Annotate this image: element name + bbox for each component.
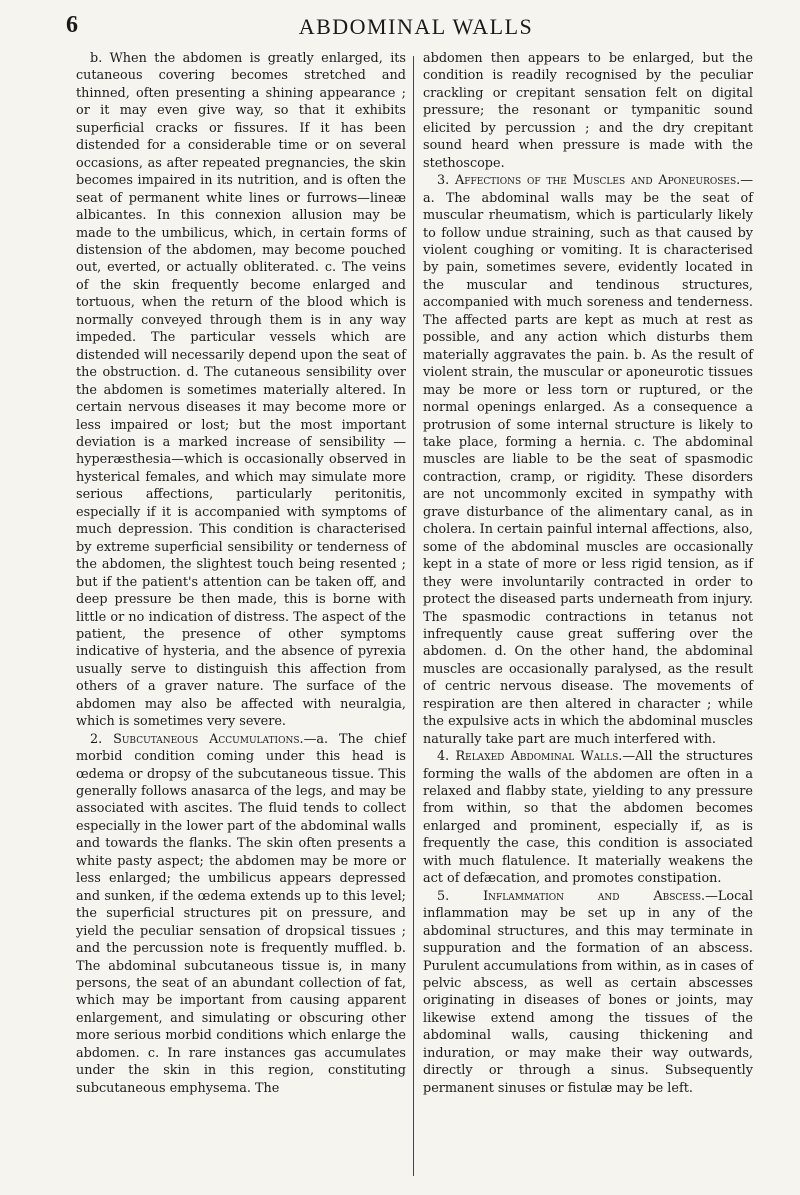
paragraph-skin-changes: b. When the abdomen is greatly enlarged, its cutaneous covering becomes stretched and thinned, often presenting a shining appearance ; or it may even give way, so that it exhibits superficial cracks or fissures. If it has been distended for a considerable time or on several occasions, as after repeated pregnancies, the skin becomes impaired in its nutrition, and is often the seat of permanent white lines or furrows—lineæ albicantes. In this connexion allusion may be made to the umbilicus, which, in certain forms of distension of the abdomen, may become pouched out, everted, or actually obliterated. c. The veins of the skin frequently become enlarged and tortuous, when the return of the blood which is normally conveyed through them is in any way impeded. The particular vessels which are distended will necessarily depend upon the seat of the obstruction. d. The cutaneous sensibility over the abdomen is sometimes materially altered. In certain nervous diseases it may become more or less impaired or lost; but the most important deviation is a marked increase of sensibility —hyperæsthesia—which is occasionally observed in hysterical females, and which may simulate more serious affections, particularly peritonitis, especially if it is accompanied with symptoms of much depression. This condition is characterised by extreme superficial sensibility or tenderness of the abdomen, the slightest touch being resented ; but if the patient's attention can be taken off, and deep pressure be then made, this is borne with little or no indication of distress. The aspect of the patient, the presence of other symptoms indicative of hysteria, and the absence of pyrexia usually serve to distinguish this affection from others of a graver nature. The surface of the abdomen may also be affected with neuralgia, which is sometimes very severe. [76, 51, 406, 730]
running-title: ABDOMINAL WALLS [298, 14, 534, 39]
section-heading: 4. Relaxed Abdominal Walls. [437, 749, 623, 765]
section-heading: 2. Subcutaneous Accumulations. [90, 731, 304, 747]
section-heading: 3. Affections of the Muscles and Aponeuroses. [437, 173, 741, 189]
right-column [423, 50, 753, 1097]
section-muscles [423, 172, 753, 748]
section-body: —Local inflammation may be set up in any of the abdominal structures, and this may terminate in suppuration and the formation of an abscess. Purulent accumulations from within, as in cases of pelvic abscess, as well as certain abscesses originating in diseases of bones or joints, may likewise extend among the tissues of the abdominal walls, causing thickening and induration, or may make their way outwards, directly or through a sinus. Subsequently permanent sinuses or fistulæ may be left. [423, 888, 753, 1096]
section-body: —All the structures forming the walls of the abdomen are often in a relaxed and flabby state, yielding to any pressure from within, so that the abdomen becomes enlarged and prominent, especially if, as is frequently the case, this condition is associated with much flatulence. It materially weakens the act of defæcation, and promotes constipation. [423, 749, 753, 887]
section-heading: 5. Inflammation and Abscess. [437, 888, 706, 904]
section-inflammation [423, 888, 753, 1097]
page-number: 6 [66, 12, 78, 38]
section-body: —a. The abdominal walls may be the seat of muscular rheumatism, which is particularly likely to follow undue straining, such as that caused by violent coughing or vomiting. It is characterised by pain, sometimes severe, evidently located in the muscular and tendinous structures, accompanied with much soreness and tenderness. The affected parts are kept as much at rest as possible, and any action which disturbs them materially aggravates the pain. b. As the result of violent strain, the muscular or aponeurotic tissues may be more or less torn or ruptured, or the normal openings enlarged. As a consequence a protrusion of some internal structure is likely to take place, forming a hernia. c. The abdominal muscles are liable to be the seat of spasmodic contraction, cramp, or rigidity. These disorders are not uncommonly excited in sympathy with grave disturbance of the alimentary canal, as in cholera. In certain painful internal affections, also, some of the abdominal muscles are occasionally kept in a state of more or less rigid tension, as if they were involuntarily contracted in order to protect the diseased parts underneath from injury. The spasmodic contractions in tetanus not infrequently cause great suffering over the abdomen. d. On the other hand, the abdominal muscles are occasionally paralysed, as the result of centric nervous disease. The movements of respiration are then altered in character ; while the expulsive acts in which the abdominal muscles naturally take part are much interfered with. [423, 173, 753, 747]
column-divider [413, 56, 414, 1176]
left-column [76, 50, 406, 1097]
paragraph-continued: abdomen then appears to be enlarged, but the condition is readily recognised by the peculiar crackling or crepitant sensation felt on digital pressure; the resonant or tympanitic sound elicited by percussion ; and the dry crepitant sound heard when pressure is made with the stethoscope. [423, 51, 753, 171]
section-body: —a. The chief morbid condition coming under this head is œdema or dropsy of the subcutaneous tissue. This generally follows anasarca of the legs, and may be associated with ascites. The fluid tends to collect especially in the lower part of the abdominal walls and towards the flanks. The skin often presents a white pasty aspect; the abdomen may be more or less enlarged; the umbilicus appears depressed and sunken, if the œdema extends up to this level; the superficial structures pit on pressure, and yield the peculiar sensation of dropsical tissues ; and the percussion note is frequently muffled. b. The abdominal subcutaneous tissue is, in many persons, the seat of an abundant collection of fat, which may be important from causing apparent enlargement, and simulating or obscuring other more serious morbid conditions which enlarge the abdomen. c. In rare instances gas accumulates under the skin in this region, constituting subcutaneous emphysema. The [76, 731, 406, 1096]
page-header [66, 12, 766, 44]
section-subcutaneous [76, 731, 406, 1098]
section-relaxed-walls [423, 748, 753, 888]
